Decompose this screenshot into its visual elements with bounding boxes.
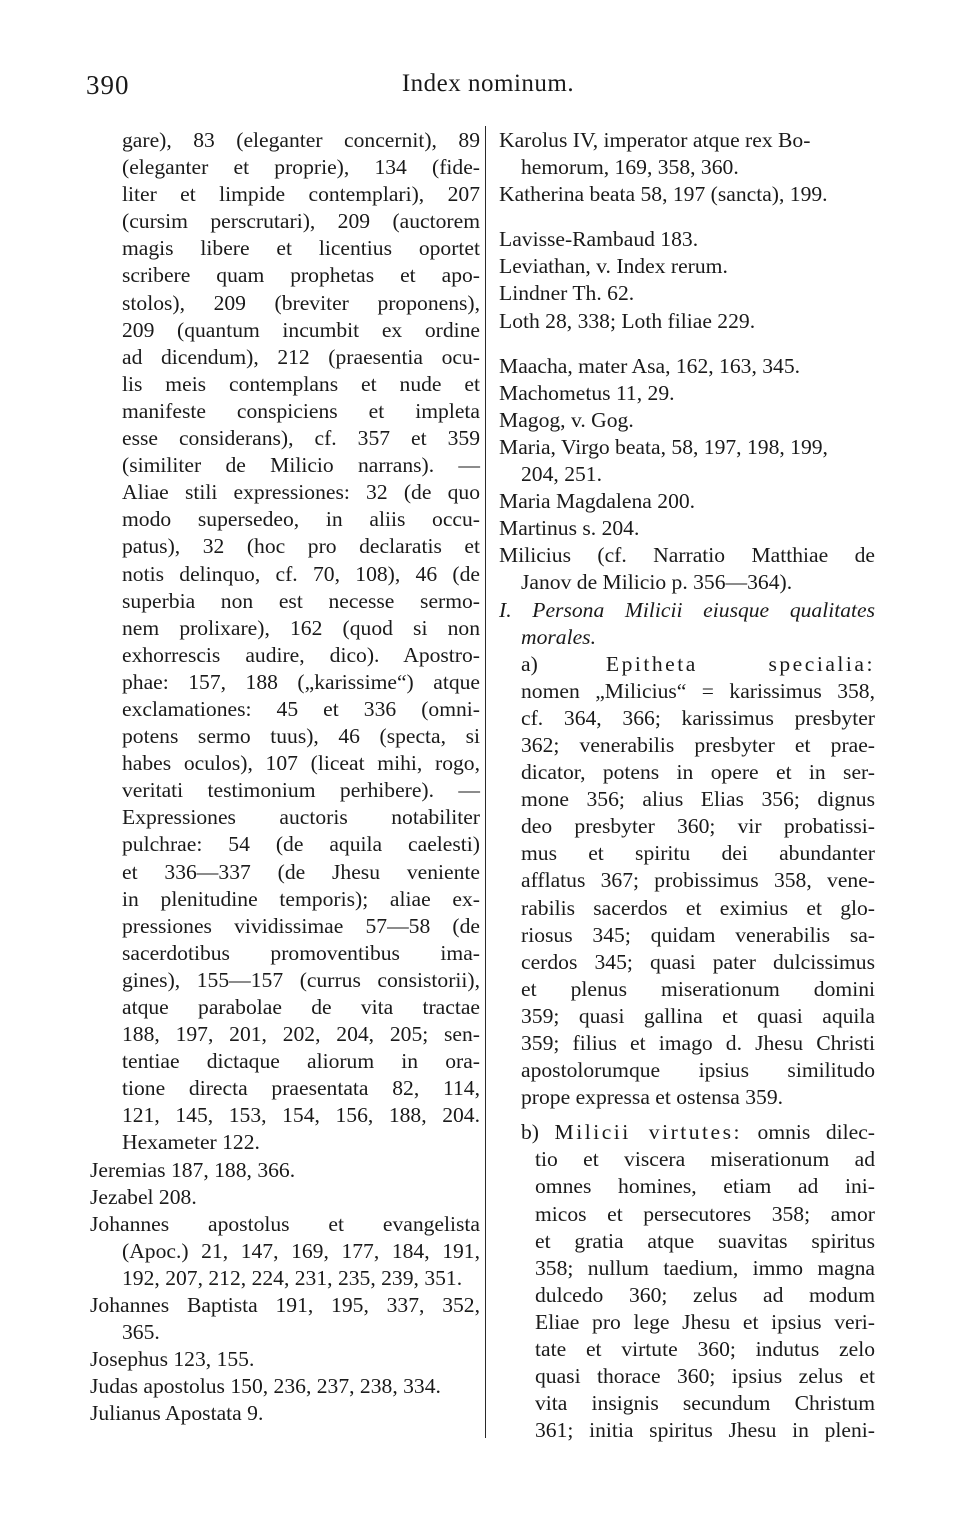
text-line: liter et limpide contemplari), 207 bbox=[122, 182, 480, 207]
index-entry: Machometus 11, 29. bbox=[499, 380, 675, 405]
text-line: potens sermo tuus), 46 (specta, si bbox=[122, 724, 480, 749]
text-line: 362; venerabilis presbyter et prae- bbox=[521, 732, 875, 757]
text-line: rabilis sacerdos et eximius et glo- bbox=[521, 895, 875, 920]
section-label: I. bbox=[499, 597, 512, 622]
text-line: et plenus miserationum domini bbox=[521, 976, 875, 1001]
index-entry: Milicius (cf. Narratio Matthiae de bbox=[499, 543, 875, 568]
index-entry: Maacha, mater Asa, 162, 163, 345. bbox=[499, 353, 801, 378]
text-line: mus et spiritu dei abundanter bbox=[521, 841, 875, 866]
text-line: modo supersedeo, in aliis occu- bbox=[122, 507, 480, 532]
text-line: 204, 251. bbox=[521, 462, 602, 487]
text-line: nomen „Milicius“ = karissimus 358, bbox=[521, 678, 875, 703]
text-line: cerdos 345; quasi pater dulcissimus bbox=[521, 949, 875, 974]
text-line: 121, 145, 153, 154, 156, 188, 204. bbox=[122, 1103, 480, 1128]
index-entry: Magog, v. Gog. bbox=[499, 407, 634, 432]
index-entry: Johannes apostolus et evangelista bbox=[90, 1211, 480, 1236]
subsection-marker: a) bbox=[521, 651, 538, 676]
text-line: et gratia atque suavitas spiritus bbox=[535, 1228, 875, 1253]
text-line: habes oculos), 107 (liceat mihi, rogo, bbox=[122, 751, 480, 776]
text-line: 359; quasi gallina et quasi aquila bbox=[521, 1003, 875, 1028]
text-line: magis libere et licentius oportet bbox=[122, 236, 480, 261]
text-line: 192, 207, 212, 224, 231, 235, 239, 351. bbox=[122, 1265, 463, 1290]
text-line: pulchrae: 54 (de aquila caelesti) bbox=[122, 832, 480, 857]
index-entry: Maria, Virgo beata, 58, 197, 198, 199, bbox=[499, 434, 828, 459]
text-line: (cursim perscrutari), 209 (auctorem bbox=[122, 209, 480, 234]
index-entry: Karolus IV, imperator atque rex Bo- bbox=[499, 128, 811, 152]
index-entry: Loth 28, 338; Loth filiae 229. bbox=[499, 308, 756, 333]
section-title: Persona Milicii eiusque qualitates bbox=[532, 597, 875, 622]
text-line: notis delinquo, cf. 70, 108), 46 (de bbox=[122, 561, 480, 586]
text-line: Aliae stili expressiones: 32 (de quo bbox=[122, 480, 480, 505]
page-number: 390 bbox=[86, 70, 130, 100]
text-line: exclamationes: 45 et 336 (omni- bbox=[122, 696, 480, 721]
text-line: (eleganter et proprie), 134 (fide- bbox=[122, 155, 480, 180]
text-line: (similiter de Milicio narrans). — bbox=[122, 453, 480, 478]
index-entry: Lavisse-Rambaud 183. bbox=[499, 227, 699, 252]
text-line: omnes homines, etiam ad ini- bbox=[535, 1174, 875, 1199]
text-line: cf. 364, 366; karissimus presbyter bbox=[521, 705, 875, 730]
index-entry: Maria Magdalena 200. bbox=[499, 489, 696, 514]
index-entry: Jezabel 208. bbox=[90, 1184, 197, 1209]
text-line: superbia non est necesse sermo- bbox=[122, 588, 480, 613]
text-line: 361; initia spiritus Jhesu in pleni- bbox=[535, 1418, 875, 1443]
text-line: Expressiones auctoris notabiliter bbox=[122, 805, 480, 830]
section-heading-cont: morales. bbox=[521, 624, 596, 649]
text-line: gare), 83 (eleganter concernit), 89 bbox=[122, 128, 480, 152]
text-line: atque parabolae de vita tractae bbox=[122, 995, 480, 1019]
text-line: tio et viscera miserationum ad bbox=[535, 1147, 875, 1172]
text-line: apostolorumque ipsius similitudo bbox=[521, 1058, 875, 1083]
text-line: hemorum, 169, 358, 360. bbox=[521, 155, 739, 180]
subsection-heading bbox=[499, 1119, 875, 1146]
index-entry: Leviathan, v. Index rerum. bbox=[499, 254, 728, 279]
text-line: scribere quam prophetas et apo- bbox=[122, 263, 480, 288]
text-line: 358; nullum taedium, immo magna bbox=[535, 1255, 875, 1280]
text-run: omnis dilec- bbox=[757, 1120, 875, 1145]
index-entry: Jeremias 187, 188, 366. bbox=[90, 1157, 296, 1182]
index-entry: Johannes Baptista 191, 195, 337, 352, bbox=[90, 1293, 480, 1318]
subsection-marker: b) bbox=[521, 1120, 539, 1145]
text-line: riosus 345; quidam venerabilis sa- bbox=[521, 922, 875, 947]
subsection-title: Milicii virtutes: bbox=[554, 1120, 743, 1145]
text-line: in plenitudine temporis); aliae ex- bbox=[122, 886, 480, 911]
text-line: veritati testimonium perhibere). — bbox=[122, 778, 480, 803]
subsection-heading bbox=[499, 651, 875, 678]
index-entry: Lindner Th. 62. bbox=[499, 281, 635, 306]
index-entry: Julianus Apostata 9. bbox=[90, 1401, 264, 1426]
subsection-title: Epitheta specialia: bbox=[605, 651, 875, 676]
text-line: sacerdotibus promoventibus ima- bbox=[122, 940, 480, 965]
column-divider bbox=[485, 126, 486, 1438]
text-line: stolos), 209 (breviter proponens), bbox=[122, 290, 480, 315]
index-entry: Judas apostolus 150, 236, 237, 238, 334. bbox=[90, 1374, 441, 1399]
text-line: ad dicendum), 212 (praesentia ocu- bbox=[122, 344, 480, 369]
text-line: manifeste conspiciens et impleta bbox=[122, 398, 480, 423]
running-head: Index nominum. bbox=[401, 70, 575, 97]
text-line: vita insignis secundum Christum bbox=[535, 1391, 875, 1416]
text-line: prope expressa et ostensa 359. bbox=[521, 1085, 784, 1110]
text-line: patus), 32 (hoc pro declaratis et bbox=[122, 534, 480, 559]
text-line: 188, 197, 201, 202, 204, 205; sen- bbox=[122, 1022, 480, 1047]
text-line: quasi thorace 360; ipsius zelus et bbox=[535, 1364, 875, 1389]
text-line: mone 356; alius Elias 356; dignus bbox=[521, 787, 875, 812]
text-line: tentiae dictaque aliorum in ora- bbox=[122, 1049, 480, 1074]
text-line: dicator, potens in opere et in ser- bbox=[521, 760, 875, 785]
text-line: Hexameter 122. bbox=[122, 1130, 260, 1155]
text-line: phae: 157, 188 („karissime“) atque bbox=[122, 669, 480, 694]
index-entry: Martinus s. 204. bbox=[499, 516, 640, 541]
text-line: Eliae pro lege Jhesu et ipsius veri- bbox=[535, 1309, 875, 1334]
section-heading bbox=[499, 597, 875, 624]
right-column bbox=[499, 127, 875, 1444]
text-line: dulcedo 360; zelus ad modum bbox=[535, 1282, 875, 1307]
text-line: Janov de Milicio p. 356—364). bbox=[521, 570, 793, 595]
text-line: (Apoc.) 21, 147, 169, 177, 184, 191, bbox=[122, 1238, 480, 1263]
left-column bbox=[90, 127, 480, 1428]
text-line: tione directa praesentata 82, 114, bbox=[122, 1076, 480, 1101]
text-line: pressiones vividissimae 57—58 (de bbox=[122, 913, 480, 938]
text-line: tate et virtute 360; indutus zelo bbox=[535, 1337, 875, 1362]
text-line: nem prolixare), 162 (quod si non bbox=[122, 615, 480, 640]
text-line: deo presbyter 360; vir probatissi- bbox=[521, 814, 875, 839]
text-line: 365. bbox=[122, 1320, 160, 1345]
text-line: exhorrescis audire, dico). Apostro- bbox=[122, 642, 480, 667]
text-line: 359; filius et imago d. Jhesu Christi bbox=[521, 1031, 875, 1055]
text-line: esse considerans), cf. 357 et 359 bbox=[122, 426, 480, 451]
text-line: et 336—337 (de Jhesu veniente bbox=[122, 859, 480, 884]
text-line: micos et persecutores 358; amor bbox=[535, 1201, 875, 1226]
index-entry: Katherina beata 58, 197 (sancta), 199. bbox=[499, 182, 828, 207]
text-line: afflatus 367; probissimus 358, vene- bbox=[521, 868, 875, 893]
index-entry: Josephus 123, 155. bbox=[90, 1347, 255, 1372]
text-line: lis meis contemplans et nude et bbox=[122, 371, 480, 396]
text-line: gines), 155—157 (currus consistorii), bbox=[122, 967, 480, 992]
text-line: 209 (quantum incumbit ex ordine bbox=[122, 317, 480, 342]
